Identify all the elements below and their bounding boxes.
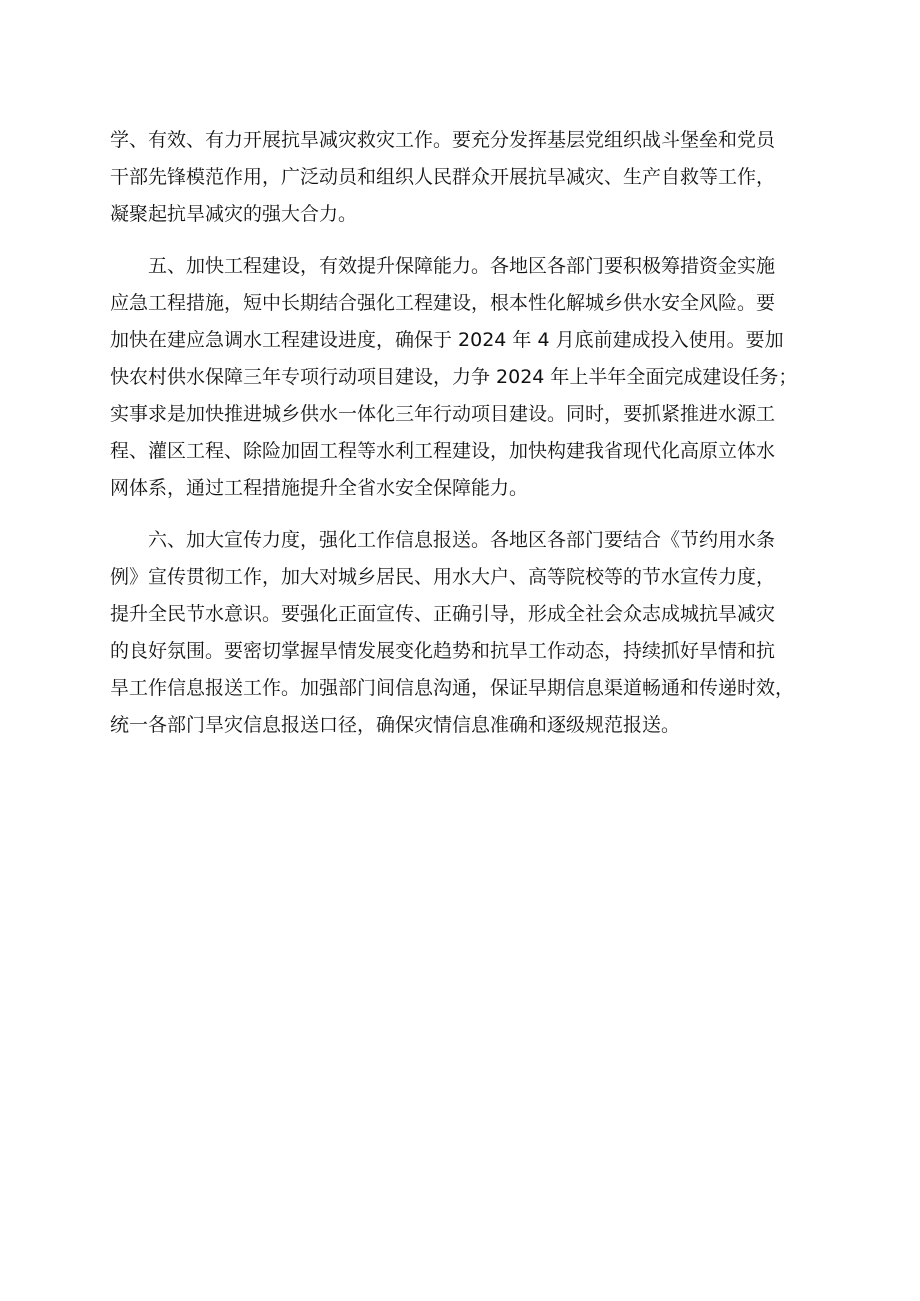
paragraph-1-line-2: 干部先锋模范作用，广泛动员和组织人民群众开展抗旱减灾、生产自救等工作， bbox=[110, 166, 776, 188]
paragraph-3-line-4: 的良好氛围。要密切掌握旱情发展变化趋势和抗旱工作动态，持续抓好旱情和抗 bbox=[110, 640, 776, 662]
document-body bbox=[110, 122, 812, 759]
paragraph-3-line-5: 旱工作信息报送工作。加强部门间信息沟通，保证早期信息渠道畅通和传递时效， bbox=[110, 677, 795, 699]
paragraph-3-line-2: 例》宣传贯彻工作，加大对城乡居民、用水大户、高等院校等的节水宣传力度， bbox=[110, 566, 776, 588]
paragraph-2-line-5: 实事求是加快推进城乡供水一体化三年行动项目建设。同时，要抓紧推进水源工 bbox=[110, 403, 776, 425]
paragraph-3-line-3: 提升全民节水意识。要强化正面宣传、正确引导，形成全社会众志成城抗旱减灾 bbox=[110, 603, 776, 625]
paragraph-2-section-five bbox=[110, 248, 812, 507]
paragraph-2-line-6: 程、灌区工程、除险加固工程等水利工程建设，加快构建我省现代化高原立体水 bbox=[110, 440, 776, 462]
paragraph-1-line-1: 学、有效、有力开展抗旱减灾救灾工作。要充分发挥基层党组织战斗堡垒和党员 bbox=[110, 129, 776, 151]
paragraph-1-line-3: 凝聚起抗旱减灾的强大合力。 bbox=[110, 203, 358, 225]
paragraph-2-line-1: 五、加快工程建设，有效提升保障能力。各地区各部门要积极筹措资金实施 bbox=[148, 255, 776, 277]
paragraph-2-line-4: 快农村供水保障三年专项行动项目建设，力争 2024 年上半年全面完成建设任务； bbox=[110, 366, 798, 388]
paragraph-3-line-6: 统一各部门旱灾信息报送口径，确保灾情信息准确和逐级规范报送。 bbox=[110, 714, 681, 736]
paragraph-1 bbox=[110, 122, 812, 233]
paragraph-2-line-7: 网体系，通过工程措施提升全省水安全保障能力。 bbox=[110, 477, 529, 499]
paragraph-3-line-1: 六、加大宣传力度，强化工作信息报送。各地区各部门要结合《节约用水条 bbox=[148, 529, 776, 551]
paragraph-2-line-2: 应急工程措施，短中长期结合强化工程建设，根本性化解城乡供水安全风险。要 bbox=[110, 292, 776, 314]
paragraph-3-section-six bbox=[110, 522, 812, 744]
paragraph-2-line-3: 加快在建应急调水工程建设进度，确保于 2024 年 4 月底前建成投入使用。要加 bbox=[110, 329, 784, 351]
